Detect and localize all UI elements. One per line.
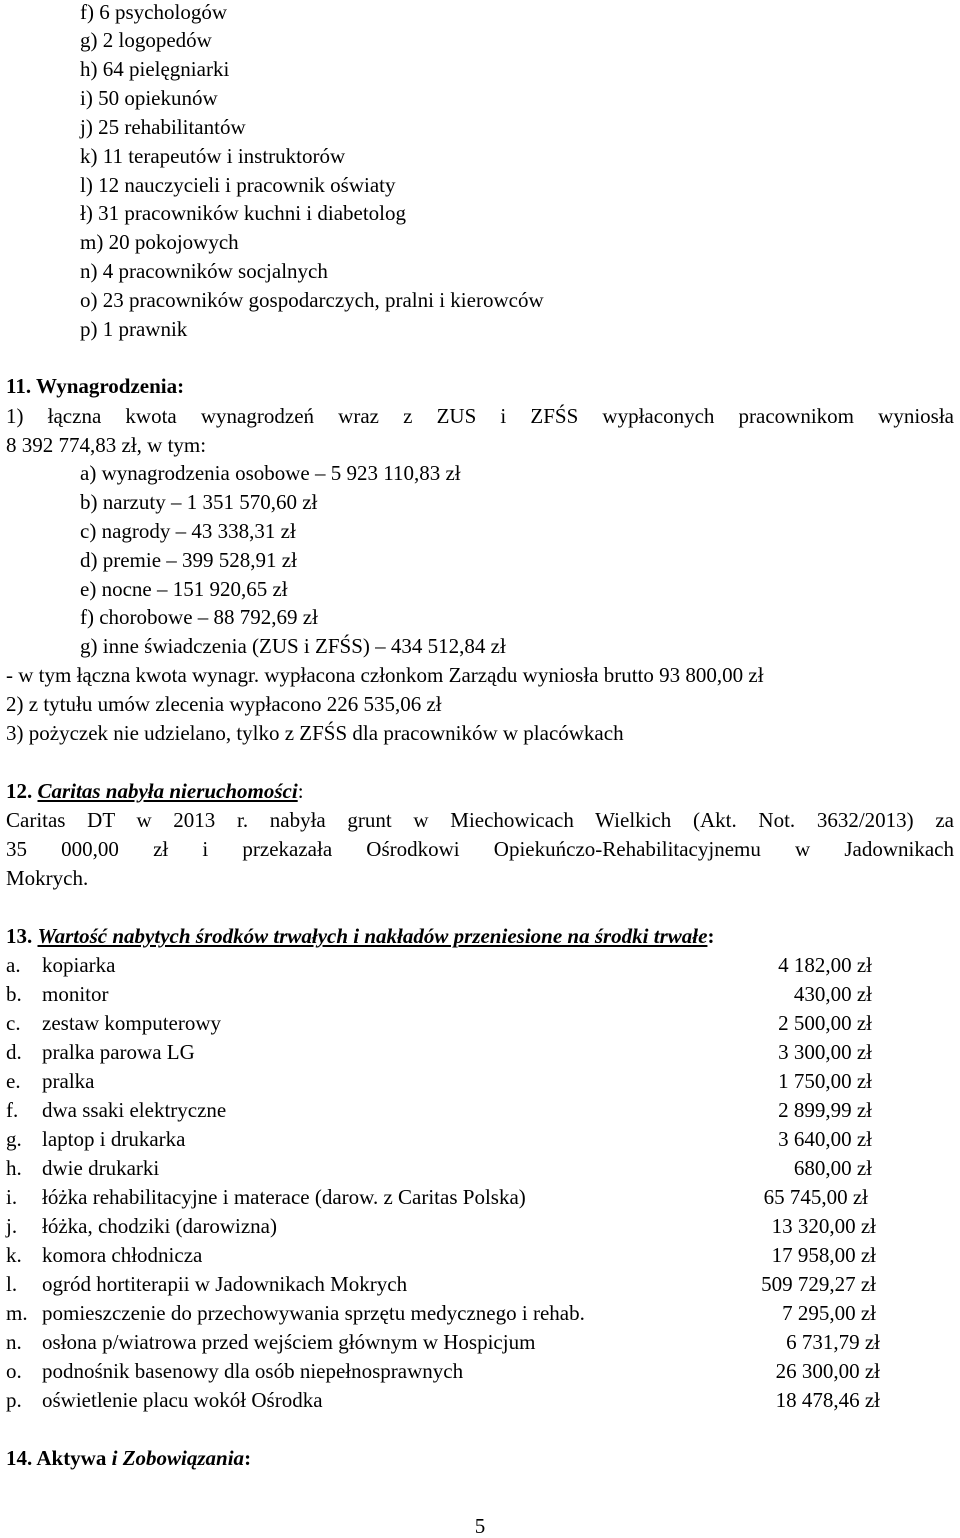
- heading-colon: :: [707, 924, 715, 948]
- section-title-a: Aktywa: [36, 1446, 107, 1470]
- list-item: g) 2 logopedów: [80, 28, 212, 52]
- row-amount: 65 745,00 zł: [763, 1185, 868, 1209]
- row-label: c.: [6, 1011, 21, 1035]
- section-title: Caritas nabyła nieruchomości: [37, 779, 298, 803]
- paragraph-line: [6, 663, 764, 687]
- row-label: a.: [6, 953, 21, 977]
- section-number: 11.: [6, 374, 32, 398]
- row-text: pomieszczenie do przechowywania sprzętu medycznego i rehab.: [42, 1301, 585, 1325]
- row-amount: 3 640,00 zł: [778, 1127, 872, 1151]
- row-amount: 680,00 zł: [793, 1156, 872, 1180]
- paragraph-line: 8 392 774,83 zł, w tym:: [6, 433, 207, 457]
- list-item: b) narzuty – 1 351 570,60 zł: [80, 490, 318, 514]
- list-item: h) 64 pielęgniarki: [80, 57, 230, 81]
- list-item: j) 25 rehabilitantów: [80, 115, 246, 139]
- row-label: e.: [6, 1069, 21, 1093]
- row-text: osłona p/wiatrowa przed wejściem głównym w Hospicjum: [42, 1330, 536, 1354]
- row-label: l.: [6, 1272, 18, 1296]
- section-number: 14.: [6, 1446, 33, 1470]
- board-text-b: wypłacona członkom Zarządu wyniosła brutto 93 800,00 zł: [259, 663, 764, 687]
- row-label: m.: [6, 1301, 28, 1325]
- row-text: łóżka rehabilitacyjne i materace (darow. z Caritas Polska): [42, 1185, 526, 1209]
- list-item: n) 4 pracowników socjalnych: [80, 259, 328, 283]
- row-text: oświetlenie placu wokół Ośrodka: [42, 1388, 323, 1412]
- row-text: łóżka, chodziki (darowizna): [42, 1214, 277, 1238]
- section-title: Wartość nabytych środków trwałych i nakładów przeniesione na środki trwałe: [37, 924, 708, 948]
- row-text: dwie drukarki: [42, 1156, 160, 1180]
- row-text: podnośnik basenowy dla osób niepełnosprawnych: [42, 1359, 464, 1383]
- list-item: k) 11 terapeutów i instruktorów: [80, 144, 346, 168]
- section-heading: [6, 924, 714, 948]
- row-label: h.: [6, 1156, 22, 1180]
- list-item: i) 50 opiekunów: [80, 86, 218, 110]
- section-heading: [6, 779, 304, 803]
- list-item: o) 23 pracowników gospodarczych, pralni i kierowców: [80, 288, 544, 312]
- row-text: dwa ssaki elektryczne: [42, 1098, 227, 1122]
- row-label: d.: [6, 1040, 22, 1064]
- paragraph-line: Caritas DT w 2013 r. nabyła grunt w Miechowicach Wielkich (Akt. Not. 3632/2013) za: [6, 808, 954, 832]
- page-number: 5: [474, 1514, 486, 1538]
- list-item: a) wynagrodzenia osobowe – 5 923 110,83 zł: [80, 461, 461, 485]
- row-amount: 2 899,99 zł: [778, 1098, 872, 1122]
- list-item: f) 6 psychologów: [80, 0, 227, 24]
- paragraph-line: 1) łączna kwota wynagrodzeń wraz z ZUS i ZFŚS wypłaconych pracownikom wyniosła: [6, 404, 954, 428]
- paragraph-line: 3) pożyczek nie udzielano, tylko z ZFŚS dla pracowników w placówkach: [6, 721, 624, 745]
- row-label: p.: [6, 1388, 22, 1412]
- section-number: 13.: [6, 924, 33, 948]
- row-label: g.: [6, 1127, 22, 1151]
- list-item: c) nagrody – 43 338,31 zł: [80, 519, 296, 543]
- row-text: kopiarka: [42, 953, 116, 977]
- paragraph-line: Mokrych.: [6, 866, 89, 890]
- list-item: f) chorobowe – 88 792,69 zł: [80, 605, 318, 629]
- row-amount: 13 320,00 zł: [771, 1214, 876, 1238]
- row-text: pralka parowa LG: [42, 1040, 195, 1064]
- row-label: b.: [6, 982, 22, 1006]
- section-title: Wynagrodzenia:: [35, 374, 185, 398]
- list-item: l) 12 nauczycieli i pracownik oświaty: [80, 173, 396, 197]
- list-item: p) 1 prawnik: [80, 317, 188, 341]
- section-heading: [6, 1446, 251, 1470]
- row-label: i.: [6, 1185, 18, 1209]
- row-amount: 26 300,00 zł: [775, 1359, 880, 1383]
- list-item: e) nocne – 151 920,65 zł: [80, 577, 288, 601]
- list-item: ł) 31 pracowników kuchni i diabetolog: [80, 201, 407, 225]
- paragraph-line: 2) z tytułu umów zlecenia wypłacono 226 535,06 zł: [6, 692, 442, 716]
- list-item: g) inne świadczenia (ZUS i ZFŚS) – 434 512,84 zł: [80, 634, 506, 658]
- section-heading: [6, 374, 184, 398]
- row-text: pralka: [42, 1069, 95, 1093]
- list-item: m) 20 pokojowych: [80, 230, 239, 254]
- row-text: laptop i drukarka: [42, 1127, 186, 1151]
- row-label: j.: [6, 1214, 18, 1238]
- row-label: o.: [6, 1359, 22, 1383]
- section-number: 12.: [6, 779, 33, 803]
- section-title-b: i Zobowiązania: [111, 1446, 245, 1470]
- paragraph-line: 35 000,00 zł i przekazała Ośrodkowi Opiekuńczo-Rehabilitacyjnemu w Jadownikach: [6, 837, 954, 861]
- row-amount: 509 729,27 zł: [761, 1272, 876, 1296]
- row-amount: 3 300,00 zł: [778, 1040, 872, 1064]
- heading-colon: :: [297, 779, 304, 803]
- row-text: zestaw komputerowy: [42, 1011, 222, 1035]
- row-label: k.: [6, 1243, 22, 1267]
- row-text: komora chłodnicza: [42, 1243, 203, 1267]
- row-amount: 17 958,00 zł: [771, 1243, 876, 1267]
- row-amount: 7 295,00 zł: [782, 1301, 876, 1325]
- row-text: monitor: [42, 982, 109, 1006]
- board-text-a: - w tym łączna kwota wynagr.: [6, 663, 260, 687]
- row-text: ogród hortiterapii w Jadownikach Mokrych: [42, 1272, 408, 1296]
- row-amount: 4 182,00 zł: [778, 953, 872, 977]
- row-amount: 1 750,00 zł: [778, 1069, 872, 1093]
- row-amount: 430,00 zł: [793, 982, 872, 1006]
- list-item: d) premie – 399 528,91 zł: [80, 548, 297, 572]
- row-amount: 6 731,79 zł: [786, 1330, 880, 1354]
- row-label: f.: [6, 1098, 19, 1122]
- row-label: n.: [6, 1330, 22, 1354]
- heading-colon: :: [244, 1446, 252, 1470]
- row-amount: 2 500,00 zł: [778, 1011, 872, 1035]
- row-amount: 18 478,46 zł: [775, 1388, 880, 1412]
